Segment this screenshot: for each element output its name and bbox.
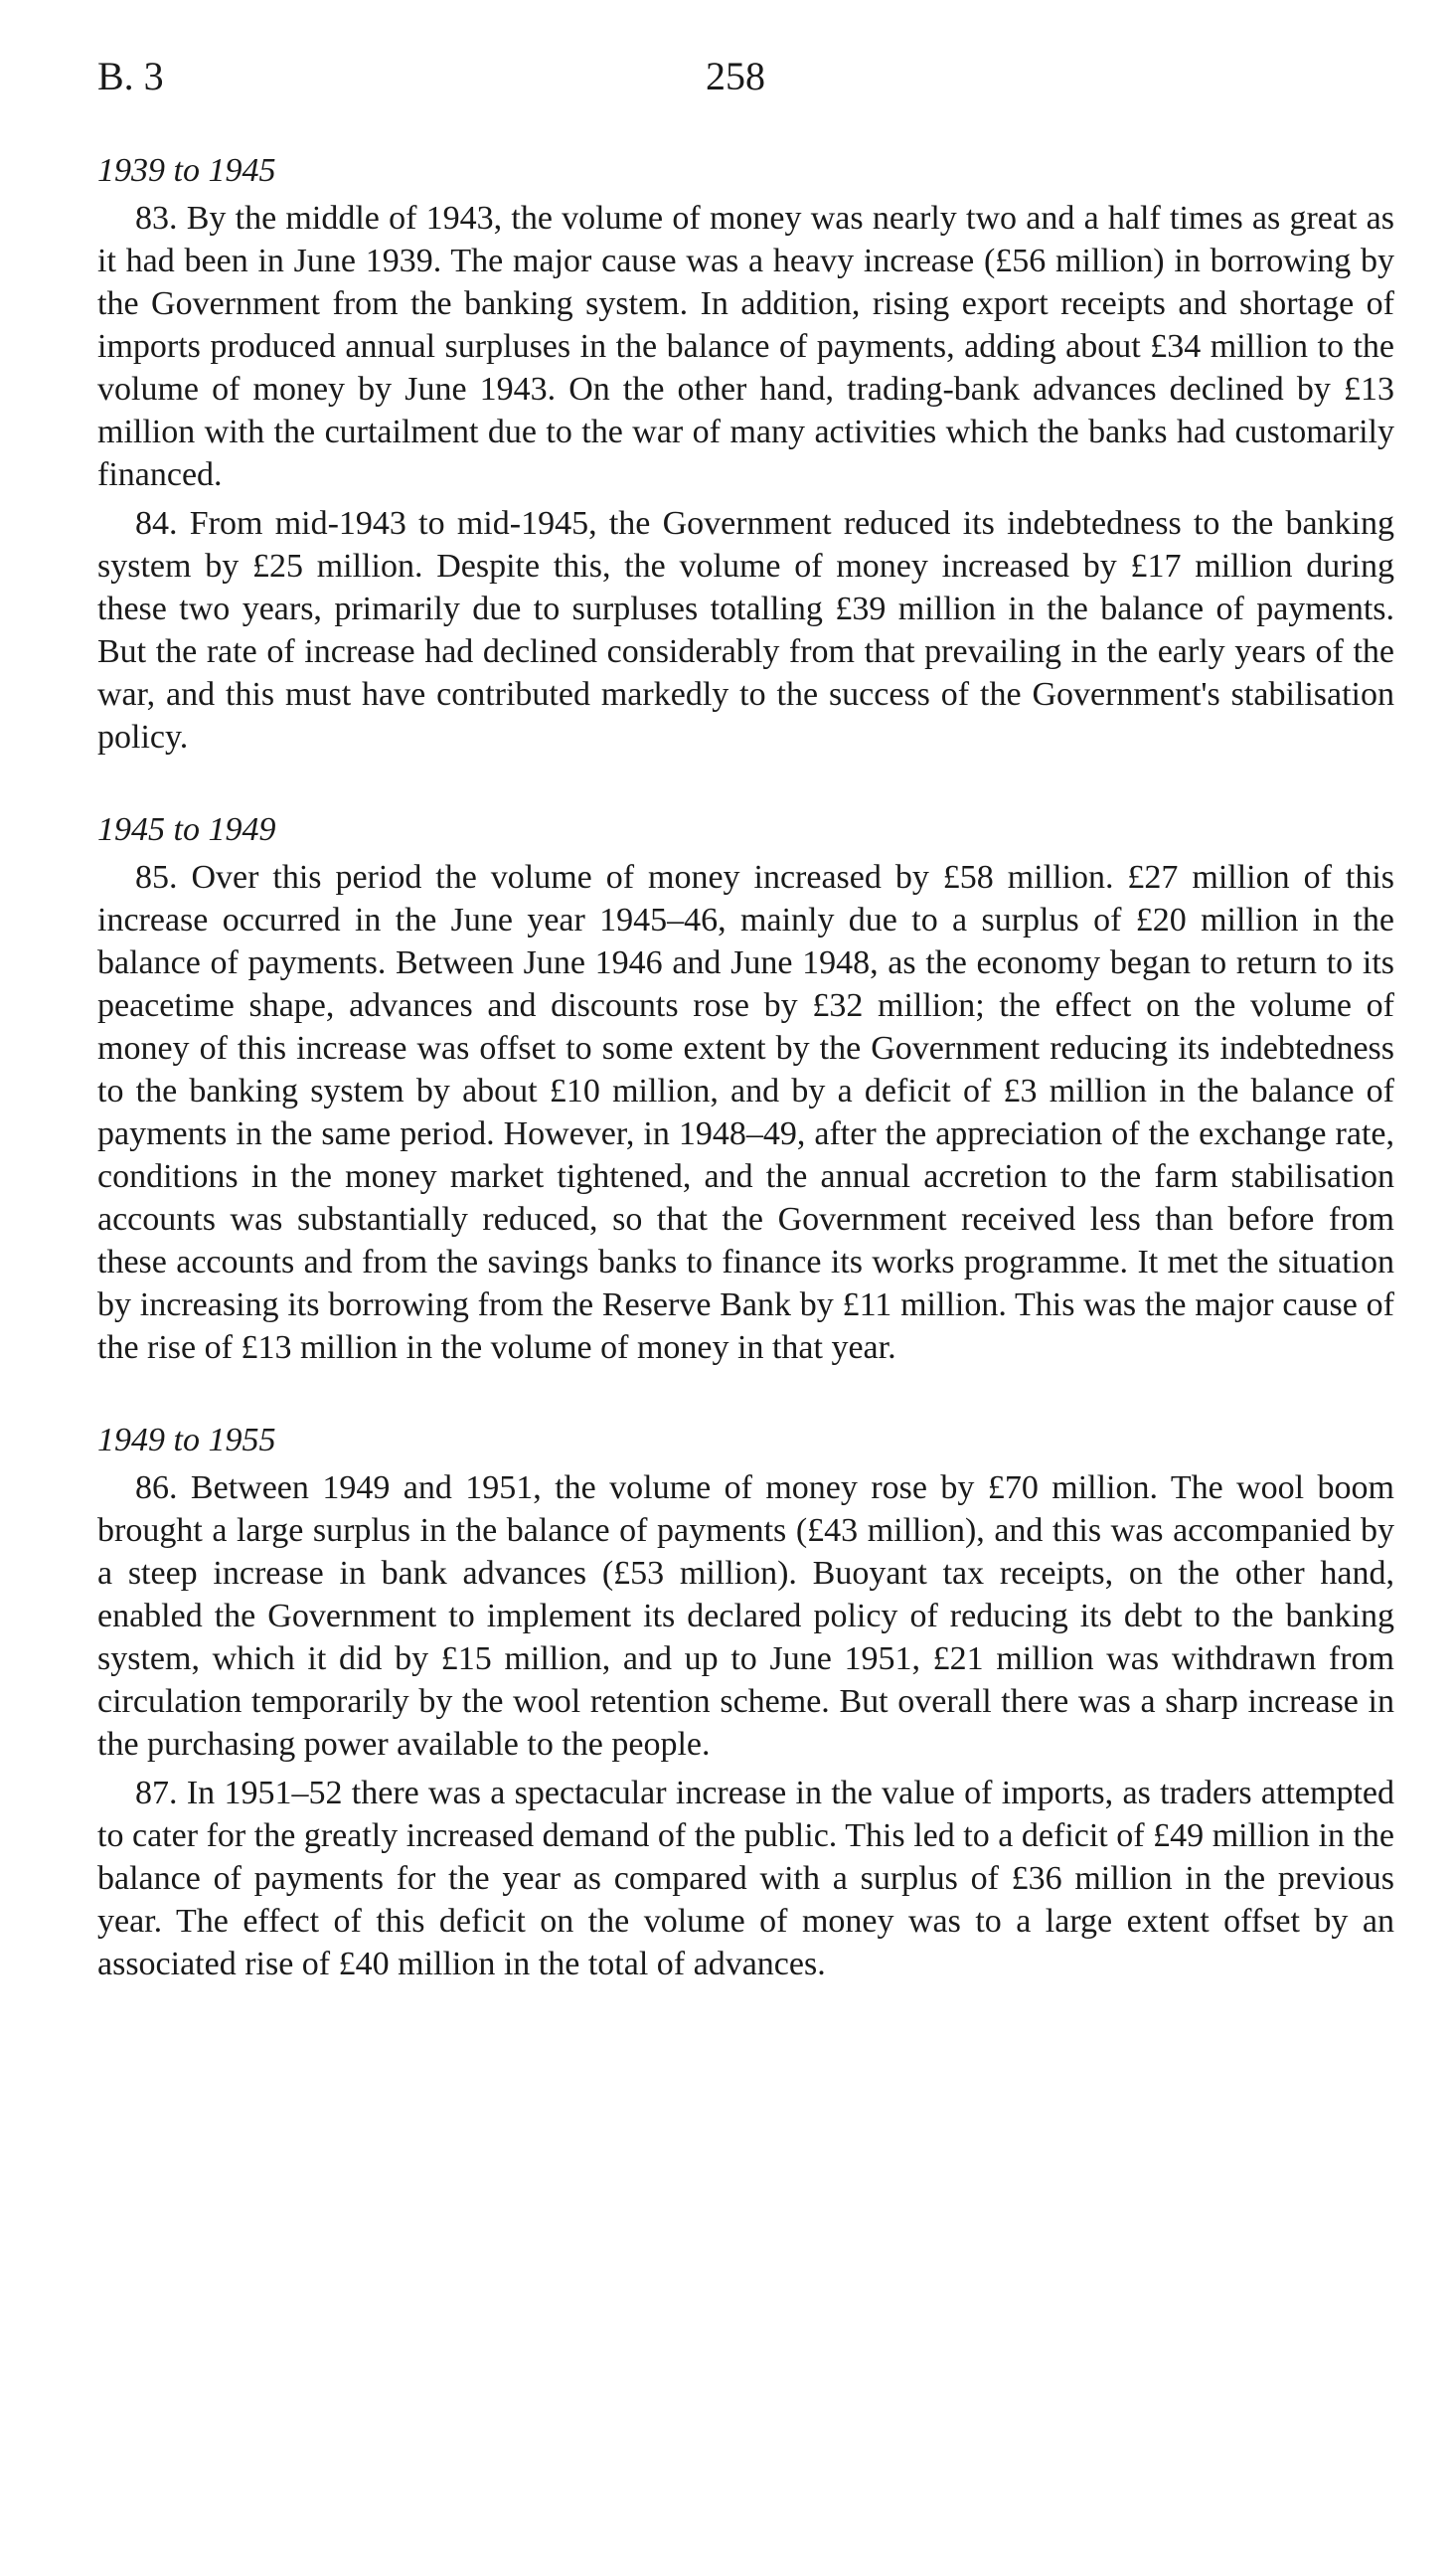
section-1949-1955: [97, 1419, 1394, 1985]
paragraph-86: 86. Between 1949 and 1951, the volume of money rose by £70 million. The wool boom brought a large surplus in the balance of payments (£43 million), and this was accompanied by a steep increase in bank advances (£53 million). Buoyant tax receipts, on the other hand, enabled the Government to implement its declared policy of reducing its debt to the banking system, which it did by £15 million, and up to June 1951, £21 million was withdrawn from circulation temporarily by the wool retention scheme. But overall there was a sharp increase in the purchasing power available to the people.: [97, 1469, 1394, 1763]
paragraph-85: 85. Over this period the volume of money increased by £58 million. £27 million of this increase occurred in the June year 1945–46, mainly due to a surplus of £20 million in the balance of payments. Between June 1946 and June 1948, as the economy began to return to its peacetime shape, advances and discounts rose by £32 million; the effect on the volume of money of this increase was offset to some extent by the Government reducing its indebtedness to the banking system by about £10 million, and by a deficit of £3 million in the balance of payments in the same period. However, in 1948–49, after the appreciation of the exchange rate, conditions in the money market tightened, and the annual accretion to the farm stabilisation accounts was substantially reduced, so that the Government received less than before from these accounts and from the savings banks to finance its works programme. It met the situation by increasing its borrowing from the Reserve Bank by £11 million. This was the major cause of the rise of £13 million in the volume of money in that year.: [97, 859, 1394, 1366]
section-1945-1949: [97, 808, 1394, 1369]
page-number: 258: [706, 54, 765, 98]
section-1939-1945: [97, 149, 1394, 759]
section-heading: 1939 to 1945: [97, 152, 276, 189]
page-header: [97, 52, 1394, 101]
paragraph-87: 87. In 1951–52 there was a spectacular increase in the value of imports, as traders attempted to cater for the greatly increased demand of the public. This led to a deficit of £49 million in the balance of payments for the year as compared with a surplus of £36 million in the previous year. The effect of this deficit on the volume of money was to a large extent offset by an associated rise of £40 million in the total of advances.: [97, 1775, 1394, 1982]
section-heading: 1949 to 1955: [97, 1422, 276, 1458]
section-heading: 1945 to 1949: [97, 811, 276, 848]
document-reference: B. 3: [97, 54, 164, 98]
paragraph-84: 84. From mid-1943 to mid-1945, the Government reduced its indebtedness to the banking system by £25 million. Despite this, the volume of money increased by £17 million during these two years, primarily due to surpluses totalling £39 million in the balance of payments. But the rate of increase had declined considerably from that prevailing in the early years of the war, and this must have contributed markedly to the success of the Government's stabilisation policy.: [97, 505, 1394, 756]
page-body: [97, 149, 1394, 1991]
paragraph-83: 83. By the middle of 1943, the volume of money was nearly two and a half times as great as it had been in June 1939. The major cause was a heavy increase (£56 million) in borrowing by the Government from the banking system. In addition, rising export receipts and shortage of imports produced annual surpluses in the balance of payments, adding about £34 million to the volume of money by June 1943. On the other hand, trading-bank advances declined by £13 million with the curtailment due to the war of many activities which the banks had customarily financed.: [97, 200, 1394, 493]
